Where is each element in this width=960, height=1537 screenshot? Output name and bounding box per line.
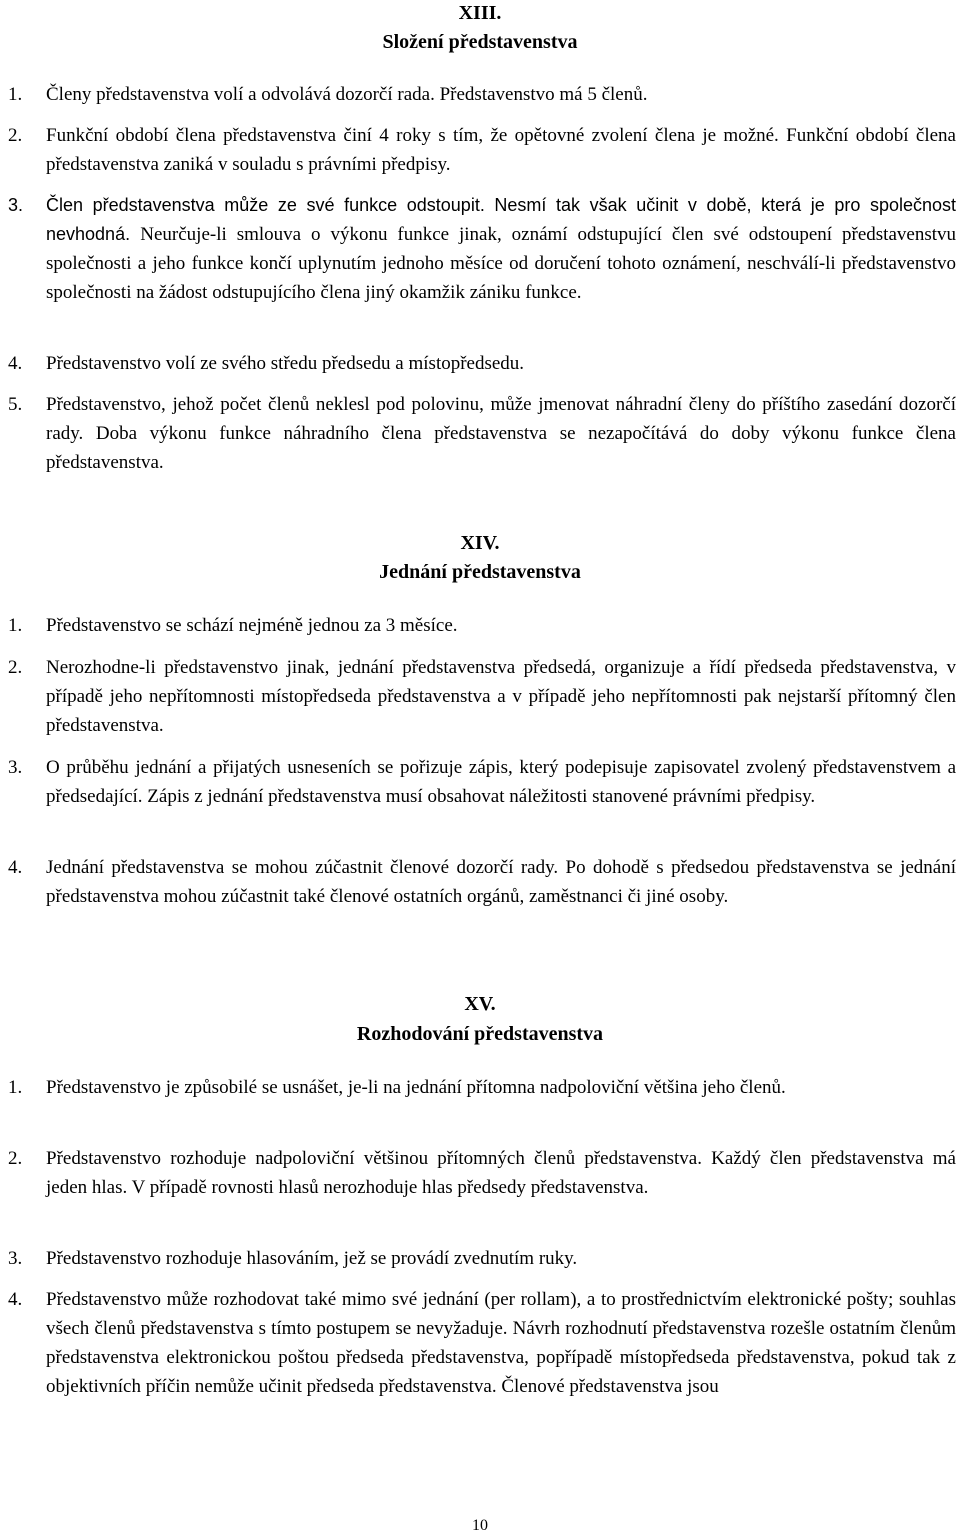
section-title: Jednání představenstva: [379, 561, 581, 583]
item-text: Představenstvo je způsobilé se usnášet, je-li na jednání přítomna nadpoloviční většina jeho členů.: [46, 1077, 786, 1098]
item-number: 3.: [8, 757, 23, 778]
section-number: XV.: [464, 993, 496, 1015]
item-text: Představenstvo může rozhodovat také mimo své jednání (per rollam), a to prostřednictvím elektronické pošty; souhlas všech členů představenstva s tímto postupem se nevyžaduje. Návrh rozhodnutí představenstva rozešle ostatním členům představenstva elektronickou poštou předseda představenstva, popřípadě místopředseda představenstva, pokud tak z objektivních příčin nemůže učinit předseda představenstva. Členové představenstva jsou: [46, 1289, 956, 1397]
item-text: Nerozhodne-li představenstvo jinak, jednání představenstva předsedá, organizuje a řídí předseda představenstva, v případě jeho nepřítomnosti místopředseda představenstva a v případě jeho nepřítomnosti pak nejstarší přítomný člen představenstva.: [46, 657, 956, 736]
item-text: Představenstvo rozhoduje nadpoloviční většinou přítomných členů představenstva. Každý člen představenstva má jeden hlas. V případě rovnosti hlasů nerozhoduje hlas předsedy představenstva.: [46, 1148, 956, 1198]
item-number: 1.: [8, 84, 23, 105]
item-number: 2.: [8, 657, 23, 678]
item-number: 3.: [8, 195, 24, 215]
item-text: Funkční období člena představenstva činí 4 roky s tím, že opětovné zvolení člena je možné. Funkční období člena představenstva zaniká v souladu s právními předpisy.: [46, 125, 956, 175]
item-number: 4.: [8, 1289, 23, 1310]
item-number: 4.: [8, 353, 23, 374]
section-number: XIV.: [460, 532, 500, 554]
item-number: 4.: [8, 857, 23, 878]
list-item: [8, 853, 956, 911]
list-item: [8, 1244, 956, 1273]
item-text: Jednání představenstva se mohou zúčastnit členové dozorčí rady. Po dohodě s předsedou představenstva se jednání představenstva mohou zúčastnit také členové ostatních orgánů, zaměstnanci či jiné osoby.: [46, 857, 956, 907]
list-item: [8, 80, 956, 109]
item-number: 5.: [8, 394, 23, 415]
item-text: Představenstvo volí ze svého středu předsedu a místopředsedu.: [46, 353, 525, 374]
item-number: 2.: [8, 125, 23, 146]
list-item: [8, 1073, 956, 1102]
item-number: 1.: [8, 615, 23, 636]
item-number: 2.: [8, 1148, 23, 1169]
item-text: Představenstvo rozhoduje hlasováním, jež se provádí zvednutím ruky.: [46, 1248, 578, 1269]
list-item: [8, 349, 956, 378]
item-number: 3.: [8, 1248, 23, 1269]
list-item: [8, 753, 956, 811]
list-item: [8, 1285, 956, 1401]
item-text: O průběhu jednání a přijatých usneseních se pořizuje zápis, který podepisuje zapisovatel zvolený představenstvem a předsedající. Zápis z jednání představenstva musí obsahovat náležitosti stanovené právními předpisy.: [46, 757, 956, 807]
list-item: [8, 611, 956, 640]
list-item: [8, 121, 956, 179]
list-item: [8, 390, 956, 477]
section-title: Rozhodování představenstva: [356, 1023, 604, 1045]
item-text-part: Člen představenstva může ze své funkce odstoupit. Nesmí tak však učinit v době, která je pro společnost nevhodná.: [46, 195, 956, 244]
item-text: Představenstvo, jehož počet členů neklesl pod polovinu, může jmenovat náhradní členy do příštího zasedání dozorčí rady. Doba výkonu funkce náhradního člena představenstva se nezapočítává do doby výkonu funkce člena představenstva.: [46, 394, 956, 473]
item-text: [46, 191, 956, 307]
section-title: Složení představenstva: [382, 31, 578, 53]
page-number: 10: [472, 1517, 488, 1534]
list-item: [8, 1144, 956, 1202]
list-item: [8, 653, 956, 740]
item-text: Představenstvo se schází nejméně jednou za 3 měsíce.: [46, 615, 458, 636]
item-number: 1.: [8, 1077, 23, 1098]
item-text-part: Neurčuje-li smlouva o výkonu funkce jinak, oznámí odstupující člen své odstoupení představenstvu společnosti a jeho funkce končí uplynutím jednoho měsíce od doručení tohoto oznámení, neschválí-li představenstvo společnosti na žádost odstupujícího člena jiný okamžik zániku funkce.: [46, 224, 956, 303]
item-text: Členy představenstva volí a odvolává dozorčí rada. Představenstvo má 5 členů.: [46, 84, 648, 105]
list-item: [8, 191, 956, 307]
section-number: XIII.: [458, 2, 502, 24]
